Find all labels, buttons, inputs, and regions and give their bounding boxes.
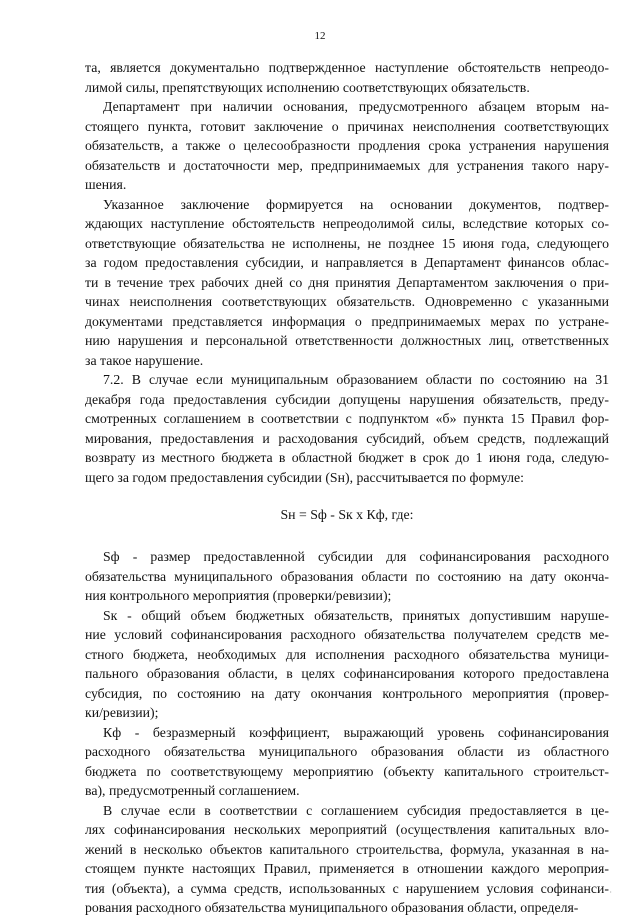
text-line: стного бюджета, необходимых для исполнения расходного обязательства муници- [85,646,609,662]
paragraph [85,195,609,371]
text-line: смотренных соглашением в соответствии с подпунктом «б» пункта 15 Правил фор- [85,411,609,426]
text-line: шения. [85,177,127,192]
paragraph [85,801,609,918]
text-line: стоящего пункта, готовит заключение о причинах неисполнения соответствующих [85,118,609,134]
text-line: ва), предусмотренный соглашением. [85,783,300,798]
document-body [85,58,609,918]
text-line: обязательств и достаточности мер, предпринимаемых для устранения такого нару- [85,157,609,173]
text-line: стоящем пункте настоящих Правил, применяется в отношении каждого мероприя- [85,861,609,876]
text-line: ти в течение трех рабочих дней со дня принятия Департаментом заключения о при- [85,274,609,290]
paragraph [85,606,609,723]
text-line: та, является документально подтвержденное наступление обстоятельств непреодо- [85,60,609,75]
text-line: рования расходного обязательства муниципального образования области, определя- [85,900,579,915]
text-line: ки/ревизии); [85,705,159,720]
text-line: лях софинансирования нескольких мероприятий (осуществления капитальных вло- [85,822,609,837]
formula: Sн = Sф - Sк x Кф, где: [280,507,414,522]
text-line: ждающих наступление обстоятельств непреодолимой силы, вследствие которых со- [85,216,609,231]
text-line: лимой силы, препятствующих исполнению соответствующих обязательств. [85,79,530,95]
text-line: возврату из местного бюджета в областной бюджет в срок до 1 июня года, следую- [85,450,609,465]
text-line: субсидия, по состоянию на дату окончания контрольного мероприятия (провер- [85,685,609,701]
paragraphs-bottom [85,547,609,918]
text-line: Кф - безразмерный коэффициент, выражающий уровень софинансирования [103,724,609,740]
text-line: чинах неисполнения соответствующих обязательств. Одновременно с указанными [85,294,609,309]
text-line: Департамент при наличии основания, предусмотренного абзацем вторым на- [103,99,609,114]
paragraph [85,370,609,487]
page-number: 12 [314,30,326,42]
text-line: Sк - общий объем бюджетных обязательств, принятых допустившим наруше- [103,607,609,623]
paragraph [85,58,609,97]
text-line: ния контрольного мероприятия (проверки/ревизии); [85,588,392,603]
text-line: жений в несколько объектов капитального строительства, формула, указанная в на- [85,841,609,857]
text-line: 7.2. В случае если муниципальным образованием области по состоянию на 31 [103,372,609,387]
text-line: обязательств, а также о целесообразности продления срока устранения нарушения [85,138,609,153]
text-line: щего за годом предоставления субсидии (Sн), рассчитывается по формуле: [85,469,524,485]
text-line: документами представляется информация о предпринимаемых мерах по устране- [85,313,609,329]
paragraph [85,723,609,801]
paragraph [85,97,609,195]
paragraph [85,547,609,606]
text-line: ние условий софинансирования расходного обязательства получателем средств ме- [85,627,609,642]
text-line: Sф - размер предоставленной субсидии для софинансирования расходного [103,549,609,564]
text-line: декабря года предоставления субсидии допущены нарушения обязательств, преду- [85,391,609,407]
text-line: Указанное заключение формируется на основании документов, подтвер- [103,196,609,212]
text-line: за такое нарушение. [85,352,204,368]
text-line: В случае если в соответствии с соглашением субсидия предоставляется в це- [103,802,609,818]
text-line: ответствующие обязательства не исполнены, не позднее 15 июня года, следующего [85,235,609,251]
corner-mark: · [609,888,612,897]
text-line: нию нарушения и персональной ответственности должностных лиц, ответственных [85,333,609,348]
text-line: за годом предоставления субсидии, и направляется в Департамент финансов облас- [85,255,609,270]
text-line: тия (объекта), а сумма средств, использованных с нарушением условия софинанси- [85,880,609,896]
paragraphs-top [85,58,609,487]
text-line: обязательства муниципального образования области по состоянию на дату оконча- [85,568,609,584]
text-line: мирования, предоставления и расходования субсидий, объем средств, подлежащий [85,430,609,446]
text-line: расходного обязательства муниципального образования области из областного [85,744,609,759]
text-line: бюджета по соответствующему мероприятию (объекту капитального строительст- [85,763,609,779]
text-line: пального образования области, в целях софинансирования которого предоставлена [85,666,609,681]
